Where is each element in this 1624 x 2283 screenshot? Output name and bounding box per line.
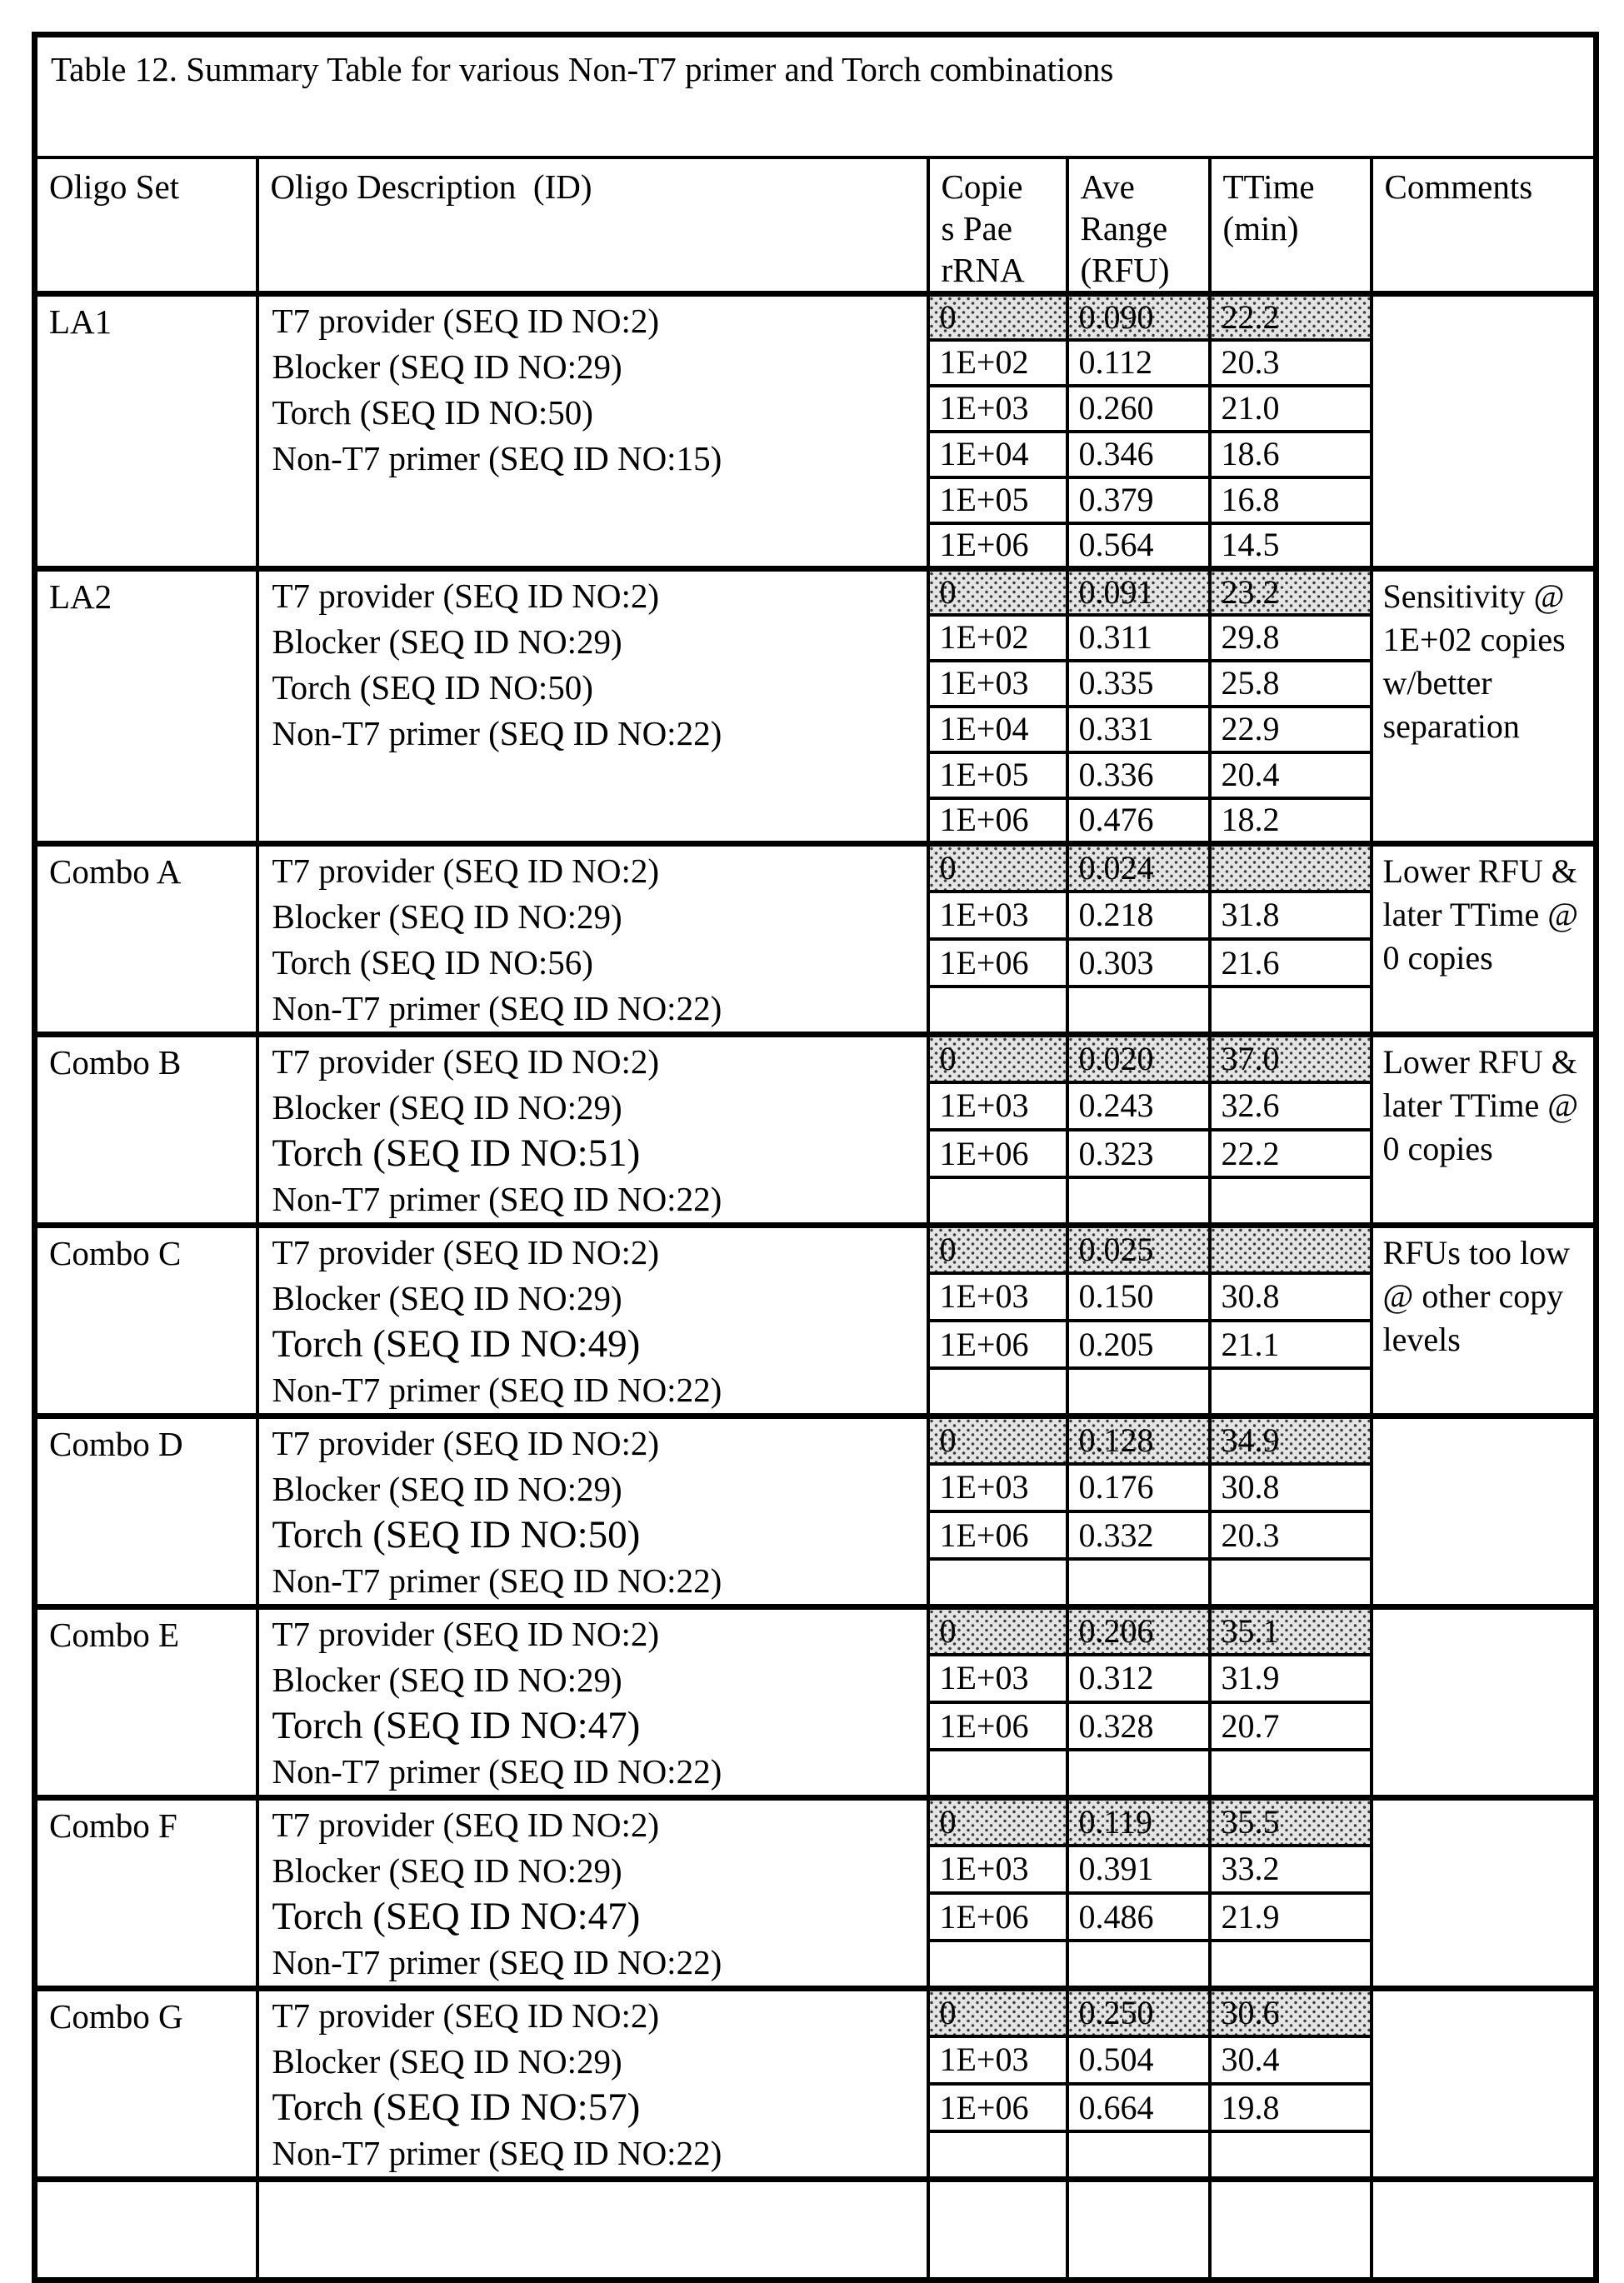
oligo-description-cell bbox=[257, 1416, 928, 1607]
ttime-value-cell: 33.2 bbox=[1210, 1846, 1372, 1893]
ave-value-cell: 0.128 bbox=[1067, 1416, 1210, 1464]
copies-value-cell: 1E+03 bbox=[928, 892, 1067, 939]
description-line: T7 provider (SEQ ID NO:2) bbox=[272, 1233, 660, 1271]
copies-value-cell: 1E+06 bbox=[928, 1321, 1067, 1368]
column-header-comments: Comments bbox=[1372, 157, 1597, 294]
ave-value-cell: 0.024 bbox=[1067, 844, 1210, 892]
ttime-value-cell: 30.8 bbox=[1210, 1273, 1372, 1321]
copies-value-cell: 1E+04 bbox=[928, 432, 1067, 477]
oligo-set-cell: Combo A bbox=[35, 844, 257, 1035]
oligo-set-cell: LA2 bbox=[35, 569, 257, 844]
table-title: Table 12. Summary Table for various Non-T7 primer and Torch combinations bbox=[35, 35, 1597, 158]
title-row bbox=[35, 35, 1597, 158]
ttime-value-cell bbox=[1210, 2131, 1372, 2179]
copies-value-cell: 1E+04 bbox=[928, 707, 1067, 752]
copies-value-cell bbox=[928, 1177, 1067, 1225]
copies-value-cell: 1E+06 bbox=[928, 798, 1067, 844]
copies-value-cell: 1E+03 bbox=[928, 1846, 1067, 1893]
copies-value-cell: 0 bbox=[928, 1416, 1067, 1464]
ave-value-cell: 0.176 bbox=[1067, 1464, 1210, 1511]
description-line: Non-T7 primer (SEQ ID NO:15) bbox=[272, 439, 722, 477]
ave-value-cell: 0.379 bbox=[1067, 477, 1210, 523]
ave-value-cell: 0.091 bbox=[1067, 569, 1210, 615]
oligo-set-cell: Combo C bbox=[35, 1226, 257, 1416]
copies-value-cell: 1E+03 bbox=[928, 1464, 1067, 1511]
ttime-value-cell: 21.1 bbox=[1210, 1321, 1372, 1368]
description-line: T7 provider (SEQ ID NO:2) bbox=[272, 577, 660, 615]
ave-value-cell: 0.504 bbox=[1067, 2036, 1210, 2084]
empty-row bbox=[35, 2180, 1597, 2281]
ttime-value-cell bbox=[1210, 844, 1372, 892]
ttime-value-cell: 19.8 bbox=[1210, 2084, 1372, 2131]
description-line: Blocker (SEQ ID NO:29) bbox=[272, 1088, 622, 1127]
copies-value-cell: 0 bbox=[928, 1607, 1067, 1655]
ttime-value-cell bbox=[1210, 1226, 1372, 1273]
ttime-value-cell: 34.9 bbox=[1210, 1416, 1372, 1464]
ave-value-cell: 0.020 bbox=[1067, 1035, 1210, 1082]
ave-value-cell bbox=[1067, 987, 1210, 1034]
ave-value-cell: 0.250 bbox=[1067, 1989, 1210, 2036]
description-line: Torch (SEQ ID NO:47) bbox=[272, 1704, 641, 1747]
comment-cell: Sensitivity @ 1E+02 copies w/better separation bbox=[1372, 569, 1597, 844]
oligo-description-cell bbox=[257, 1035, 928, 1226]
comment-cell bbox=[1372, 1416, 1597, 1607]
oligo-set-data-row bbox=[35, 1226, 1597, 1273]
copies-value-cell: 1E+06 bbox=[928, 1130, 1067, 1177]
oligo-set-data-row bbox=[35, 1798, 1597, 1846]
copies-value-cell bbox=[928, 1941, 1067, 1988]
copies-value-cell: 1E+03 bbox=[928, 1655, 1067, 1702]
ttime-value-cell: 23.2 bbox=[1210, 569, 1372, 615]
description-line: Non-T7 primer (SEQ ID NO:22) bbox=[272, 1752, 722, 1791]
column-header-ttime: TTime (min) bbox=[1210, 157, 1372, 294]
header-row bbox=[35, 157, 1597, 294]
ave-value-cell bbox=[1067, 1750, 1210, 1797]
copies-value-cell: 1E+06 bbox=[928, 1893, 1067, 1941]
ave-value-cell: 0.119 bbox=[1067, 1798, 1210, 1846]
ave-value-cell: 0.311 bbox=[1067, 615, 1210, 661]
copies-value-cell: 0 bbox=[928, 1226, 1067, 1273]
copies-value-cell: 1E+03 bbox=[928, 386, 1067, 432]
description-line: Blocker (SEQ ID NO:29) bbox=[272, 1470, 622, 1508]
description-line: Non-T7 primer (SEQ ID NO:22) bbox=[272, 714, 722, 752]
ave-value-cell: 0.346 bbox=[1067, 432, 1210, 477]
ave-value-cell bbox=[1067, 1177, 1210, 1225]
oligo-description-cell bbox=[257, 1226, 928, 1416]
ttime-value-cell bbox=[1210, 987, 1372, 1034]
ttime-value-cell: 16.8 bbox=[1210, 477, 1372, 523]
ave-value-cell: 0.090 bbox=[1067, 294, 1210, 340]
copies-value-cell bbox=[928, 1750, 1067, 1797]
oligo-set-cell: Combo B bbox=[35, 1035, 257, 1226]
ttime-value-cell bbox=[1210, 1177, 1372, 1225]
description-line: Torch (SEQ ID NO:50) bbox=[272, 1513, 641, 1556]
copies-value-cell: 1E+02 bbox=[928, 340, 1067, 386]
description-line: Non-T7 primer (SEQ ID NO:22) bbox=[272, 1943, 722, 1981]
oligo-set-data-row bbox=[35, 1035, 1597, 1082]
copies-value-cell: 1E+06 bbox=[928, 1702, 1067, 1750]
copies-value-cell bbox=[928, 987, 1067, 1034]
column-header-oligo-set: Oligo Set bbox=[35, 157, 257, 294]
oligo-description-cell bbox=[257, 1989, 928, 2180]
ave-value-cell: 0.332 bbox=[1067, 1511, 1210, 1559]
description-line: Torch (SEQ ID NO:50) bbox=[272, 393, 593, 432]
copies-value-cell: 1E+05 bbox=[928, 752, 1067, 798]
description-line: Non-T7 primer (SEQ ID NO:22) bbox=[272, 1561, 722, 1600]
oligo-set-cell: Combo G bbox=[35, 1989, 257, 2180]
copies-value-cell: 1E+03 bbox=[928, 1273, 1067, 1321]
ttime-value-cell bbox=[1210, 1941, 1372, 1988]
ave-value-cell: 0.243 bbox=[1067, 1082, 1210, 1130]
copies-value-cell: 0 bbox=[928, 844, 1067, 892]
comment-cell bbox=[1372, 1607, 1597, 1798]
description-line: Non-T7 primer (SEQ ID NO:22) bbox=[272, 1180, 722, 1218]
ttime-value-cell: 30.6 bbox=[1210, 1989, 1372, 2036]
description-line: T7 provider (SEQ ID NO:2) bbox=[272, 302, 660, 340]
ttime-value-cell: 22.9 bbox=[1210, 707, 1372, 752]
ttime-value-cell: 20.7 bbox=[1210, 1702, 1372, 1750]
ttime-value-cell: 31.9 bbox=[1210, 1655, 1372, 1702]
oligo-set-cell: Combo D bbox=[35, 1416, 257, 1607]
description-line: T7 provider (SEQ ID NO:2) bbox=[272, 1042, 660, 1081]
empty-cell bbox=[257, 2180, 928, 2281]
ttime-value-cell: 37.0 bbox=[1210, 1035, 1372, 1082]
ave-value-cell: 0.112 bbox=[1067, 340, 1210, 386]
copies-value-cell bbox=[928, 1368, 1067, 1416]
oligo-set-data-row bbox=[35, 294, 1597, 340]
ttime-value-cell: 35.5 bbox=[1210, 1798, 1372, 1846]
oligo-set-data-row bbox=[35, 1416, 1597, 1464]
description-line: Torch (SEQ ID NO:50) bbox=[272, 668, 593, 707]
ave-value-cell: 0.564 bbox=[1067, 523, 1210, 569]
ttime-value-cell: 14.5 bbox=[1210, 523, 1372, 569]
table-body bbox=[35, 35, 1597, 2281]
description-line: Non-T7 primer (SEQ ID NO:22) bbox=[272, 2134, 722, 2172]
ave-value-cell: 0.391 bbox=[1067, 1846, 1210, 1893]
description-line: Torch (SEQ ID NO:56) bbox=[272, 943, 593, 982]
ave-value-cell: 0.335 bbox=[1067, 661, 1210, 707]
description-line: Blocker (SEQ ID NO:29) bbox=[272, 897, 622, 936]
oligo-set-cell: Combo E bbox=[35, 1607, 257, 1798]
description-line: Blocker (SEQ ID NO:29) bbox=[272, 1279, 622, 1317]
comment-cell: Lower RFU & later TTime @ 0 copies bbox=[1372, 844, 1597, 1035]
ttime-value-cell bbox=[1210, 1559, 1372, 1606]
description-line: Torch (SEQ ID NO:47) bbox=[272, 1895, 641, 1938]
copies-value-cell: 1E+06 bbox=[928, 2084, 1067, 2131]
ttime-value-cell: 18.2 bbox=[1210, 798, 1372, 844]
description-line: Torch (SEQ ID NO:49) bbox=[272, 1322, 641, 1366]
description-line: Blocker (SEQ ID NO:29) bbox=[272, 347, 622, 386]
ttime-value-cell bbox=[1210, 1750, 1372, 1797]
ave-value-cell: 0.260 bbox=[1067, 386, 1210, 432]
ttime-value-cell: 31.8 bbox=[1210, 892, 1372, 939]
ttime-value-cell: 22.2 bbox=[1210, 1130, 1372, 1177]
copies-value-cell bbox=[928, 2131, 1067, 2179]
ttime-value-cell: 21.0 bbox=[1210, 386, 1372, 432]
comment-cell bbox=[1372, 1798, 1597, 1989]
description-line: Blocker (SEQ ID NO:29) bbox=[272, 622, 622, 661]
empty-cell bbox=[1067, 2180, 1210, 2281]
copies-value-cell: 1E+03 bbox=[928, 2036, 1067, 2084]
description-line: Blocker (SEQ ID NO:29) bbox=[272, 2042, 622, 2081]
description-line: T7 provider (SEQ ID NO:2) bbox=[272, 1615, 660, 1653]
copies-value-cell: 0 bbox=[928, 1035, 1067, 1082]
column-header-oligo-description: Oligo Description (ID) bbox=[257, 157, 928, 294]
ave-value-cell: 0.312 bbox=[1067, 1655, 1210, 1702]
copies-value-cell: 1E+02 bbox=[928, 615, 1067, 661]
ttime-value-cell: 32.6 bbox=[1210, 1082, 1372, 1130]
column-header-copies: Copie s Pae rRNA bbox=[928, 157, 1067, 294]
ttime-value-cell: 20.3 bbox=[1210, 1511, 1372, 1559]
ave-value-cell: 0.336 bbox=[1067, 752, 1210, 798]
copies-value-cell: 1E+06 bbox=[928, 523, 1067, 569]
copies-value-cell: 1E+03 bbox=[928, 1082, 1067, 1130]
ave-value-cell: 0.331 bbox=[1067, 707, 1210, 752]
description-line: Torch (SEQ ID NO:51) bbox=[272, 1132, 641, 1175]
ttime-value-cell: 21.9 bbox=[1210, 1893, 1372, 1941]
description-line: Non-T7 primer (SEQ ID NO:22) bbox=[272, 1371, 722, 1409]
description-line: T7 provider (SEQ ID NO:2) bbox=[272, 1424, 660, 1462]
ave-value-cell: 0.218 bbox=[1067, 892, 1210, 939]
ttime-value-cell: 29.8 bbox=[1210, 615, 1372, 661]
document-page bbox=[32, 32, 1599, 2283]
copies-value-cell: 0 bbox=[928, 1989, 1067, 2036]
ave-value-cell: 0.303 bbox=[1067, 939, 1210, 987]
ave-value-cell bbox=[1067, 1559, 1210, 1606]
copies-value-cell: 1E+06 bbox=[928, 939, 1067, 987]
empty-cell bbox=[1210, 2180, 1372, 2281]
oligo-description-cell bbox=[257, 1607, 928, 1798]
description-line: Blocker (SEQ ID NO:29) bbox=[272, 1661, 622, 1699]
ave-value-cell bbox=[1067, 1941, 1210, 1988]
oligo-set-data-row bbox=[35, 844, 1597, 892]
comment-cell: Lower RFU & later TTime @ 0 copies bbox=[1372, 1035, 1597, 1226]
copies-value-cell: 0 bbox=[928, 569, 1067, 615]
oligo-description-cell bbox=[257, 294, 928, 569]
ave-value-cell: 0.664 bbox=[1067, 2084, 1210, 2131]
ave-value-cell: 0.476 bbox=[1067, 798, 1210, 844]
ave-value-cell: 0.328 bbox=[1067, 1702, 1210, 1750]
oligo-set-data-row bbox=[35, 569, 1597, 615]
copies-value-cell bbox=[928, 1559, 1067, 1606]
ttime-value-cell: 25.8 bbox=[1210, 661, 1372, 707]
comment-cell bbox=[1372, 1989, 1597, 2180]
description-line: T7 provider (SEQ ID NO:2) bbox=[272, 1806, 660, 1844]
ttime-value-cell: 18.6 bbox=[1210, 432, 1372, 477]
ttime-value-cell: 35.1 bbox=[1210, 1607, 1372, 1655]
ave-value-cell: 0.205 bbox=[1067, 1321, 1210, 1368]
ttime-value-cell: 20.4 bbox=[1210, 752, 1372, 798]
oligo-set-cell: Combo F bbox=[35, 1798, 257, 1989]
description-line: Blocker (SEQ ID NO:29) bbox=[272, 1851, 622, 1890]
ttime-value-cell bbox=[1210, 1368, 1372, 1416]
summary-table bbox=[32, 32, 1599, 2283]
ttime-value-cell: 30.8 bbox=[1210, 1464, 1372, 1511]
oligo-set-data-row bbox=[35, 1989, 1597, 2036]
comment-cell: RFUs too low @ other copy levels bbox=[1372, 1226, 1597, 1416]
ave-value-cell: 0.025 bbox=[1067, 1226, 1210, 1273]
empty-cell bbox=[1372, 2180, 1597, 2281]
copies-value-cell: 0 bbox=[928, 294, 1067, 340]
description-line: Torch (SEQ ID NO:57) bbox=[272, 2086, 641, 2129]
oligo-description-cell bbox=[257, 1798, 928, 1989]
ttime-value-cell: 20.3 bbox=[1210, 340, 1372, 386]
oligo-description-cell bbox=[257, 844, 928, 1035]
comment-cell bbox=[1372, 294, 1597, 569]
description-line: T7 provider (SEQ ID NO:2) bbox=[272, 852, 660, 890]
description-line: T7 provider (SEQ ID NO:2) bbox=[272, 1996, 660, 2035]
oligo-set-data-row bbox=[35, 1607, 1597, 1655]
copies-value-cell: 1E+03 bbox=[928, 661, 1067, 707]
copies-value-cell: 0 bbox=[928, 1798, 1067, 1846]
column-header-ave-range: Ave Range (RFU) bbox=[1067, 157, 1210, 294]
ttime-value-cell: 21.6 bbox=[1210, 939, 1372, 987]
ave-value-cell: 0.150 bbox=[1067, 1273, 1210, 1321]
empty-cell bbox=[35, 2180, 257, 2281]
oligo-set-cell: LA1 bbox=[35, 294, 257, 569]
copies-value-cell: 1E+06 bbox=[928, 1511, 1067, 1559]
description-line: Non-T7 primer (SEQ ID NO:22) bbox=[272, 989, 722, 1027]
ave-value-cell bbox=[1067, 1368, 1210, 1416]
ttime-value-cell: 22.2 bbox=[1210, 294, 1372, 340]
ttime-value-cell: 30.4 bbox=[1210, 2036, 1372, 2084]
ave-value-cell: 0.323 bbox=[1067, 1130, 1210, 1177]
ave-value-cell: 0.486 bbox=[1067, 1893, 1210, 1941]
copies-value-cell: 1E+05 bbox=[928, 477, 1067, 523]
oligo-description-cell bbox=[257, 569, 928, 844]
ave-value-cell bbox=[1067, 2131, 1210, 2179]
empty-cell bbox=[928, 2180, 1067, 2281]
ave-value-cell: 0.206 bbox=[1067, 1607, 1210, 1655]
